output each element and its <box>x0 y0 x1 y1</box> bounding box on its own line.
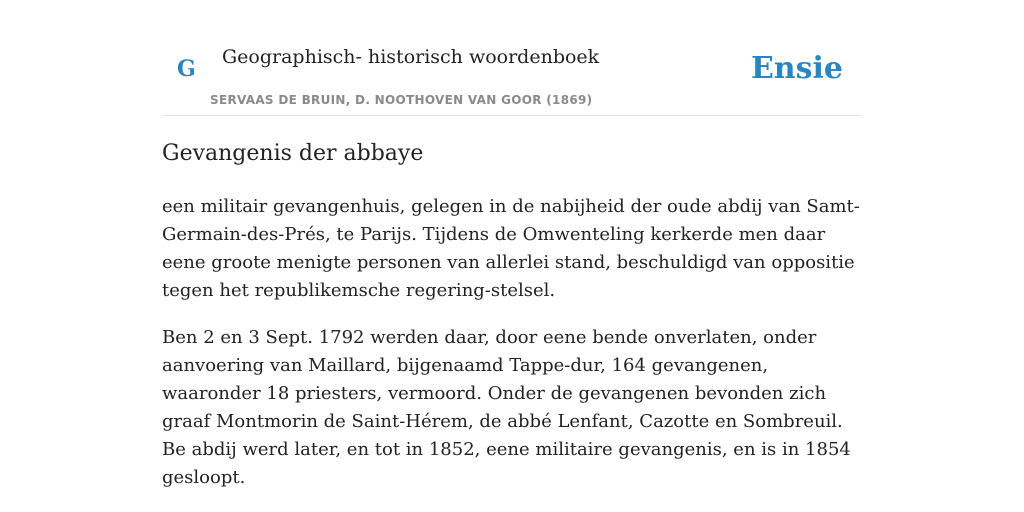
book-title[interactable]: Geographisch- historisch woordenboek <box>222 46 600 68</box>
entry-paragraph: Ben 2 en 3 Sept. 1792 werden daar, door eene bende onverlaten, onder aanvoering van Maillard, bijgenaamd Tappe-dur, 164 gevangenen, waaronder 18 priesters, vermoord. Onder de gevangenen bevonden zich graaf Montmorin de Saint-Hérem, de abbé Lenfant, Cazotte en Sombreuil. Be abdij werd later, en tot in 1852, eene militaire gevangenis, en is in 1854 gesloopt. <box>162 327 851 488</box>
page-header <box>162 0 862 116</box>
brand-logo[interactable]: Ensie <box>750 51 843 86</box>
entry-title: Gevangenis der abbaye <box>162 141 424 166</box>
book-logo-icon[interactable]: G <box>177 56 196 82</box>
entry-body <box>162 193 862 511</box>
book-author: SERVAAS DE BRUIN, D. NOOTHOVEN VAN GOOR (1869) <box>210 93 593 107</box>
entry-paragraph: een militair gevangenhuis, gelegen in de nabijheid der oude abdij van Samt-Germain-des-Prés, te Parijs. Tijdens de Omwenteling kerkerde men daar eene groote menigte personen van allerlei stand, beschuldigd van oppositie tegen het republikemsche regering-stelsel. <box>162 196 860 301</box>
